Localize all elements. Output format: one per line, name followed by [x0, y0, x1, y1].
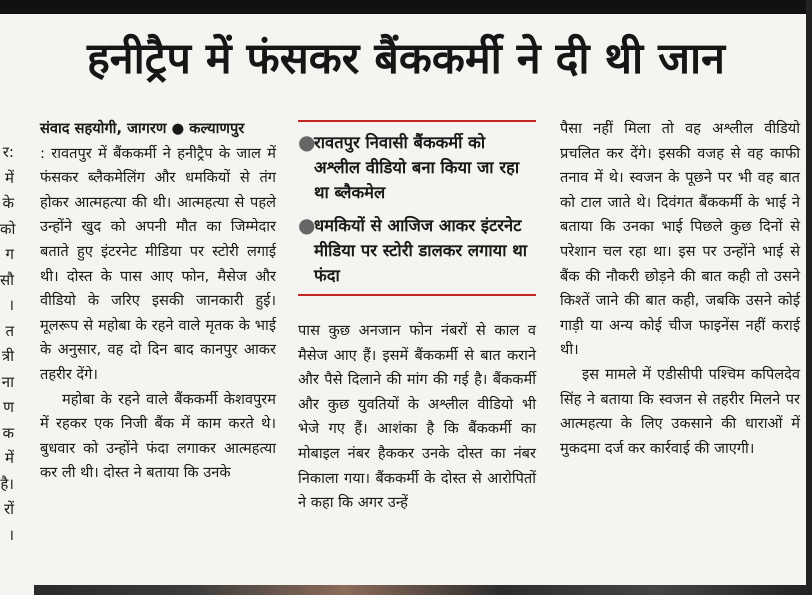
paragraph: पास कुछ अनजान फोन नंबरों से काल व मैसेज आए हैं। इसमें बैंककर्मी से बात कराने और पैसे दिलाने की मांग की गई है। बैंककर्मी और कुछ युवतियों के अश्लील वीडियो भी भेजे गए हैं। आशंका है कि बैंककर्मी का मोबाइल नंबर हैककर उनके दोस्त का नंबर निकाला गया। बैंककर्मी के दोस्त से आरोपितों ने कहा कि अगर उन्हें [298, 322, 536, 512]
headline: हनीट्रैप में फंसकर बैंककर्मी ने दी थी जान [86, 34, 726, 84]
highlight-text: धमकियों से आजिज आकर इंटरनेट मीडिया पर स्टोरी डालकर लगाया था फंदा [314, 216, 528, 285]
fragment-line: ना [1, 372, 14, 391]
article-column-1 [40, 117, 276, 486]
fragment-line: त्री [1, 347, 14, 365]
bullet-icon: ● [298, 130, 316, 154]
paragraph: इस मामले में एडीसीपी पश्चिम कपिलदेव सिंह ने बताया कि स्वजन से तहरीर मिलने पर आत्महत्या के लिए उकसाने की धाराओं में मुकदमा दर्ज कर कार्रवाई की जाएगी। [560, 365, 800, 457]
fragment-line: ण [3, 398, 14, 416]
fragment-line: रों [3, 500, 14, 518]
fragment-line: सौ [0, 270, 15, 289]
article-column-2 [298, 319, 536, 516]
fragment-line: ग [5, 245, 14, 263]
fragment-line: के [2, 194, 14, 212]
fragment-line: र: [2, 143, 14, 161]
paragraph: : रावतपुर में बैंककर्मी ने हनीट्रैप के जाल में फंसकर ब्लैकमेलिंग और धमकियों से तंग होकर आत्महत्या की थी। आत्महत्या से पहले उन्होंने खुद को अपनी मौत का जिम्मेदार बताते हुए इंटरनेट मीडिया पर स्टोरी लगाई थी। दोस्त के पास आए फोन, मैसेज और वीडियो के जरिए इसकी जानकारी हुई। मूलरूप से महोबा के रहने वाले मृतक के भाई के अनुसार, वह दो दिन बाद कानपुर आकर तहरीर देंगे। [40, 144, 276, 383]
byline: संवाद सहयोगी, जागरण ● कल्याणपुर [40, 120, 245, 137]
bullet-icon: ● [298, 213, 316, 237]
fragment-line: क [2, 423, 14, 442]
highlights-box [298, 120, 536, 296]
fragment-line: को [0, 219, 16, 238]
fragment-line: में [5, 168, 14, 187]
highlight-text: रावतपुर निवासी बैंककर्मी को अश्लील वीडियो बना किया जा रहा था ब्लैकमेल [314, 133, 520, 202]
fragment-line: । [8, 296, 14, 314]
article-column-3 [560, 117, 800, 461]
highlight-item [298, 130, 536, 205]
photo-strip [34, 585, 812, 595]
fragment-line: त [5, 321, 14, 340]
fragment-line: । [8, 525, 14, 544]
paragraph: पैसा नहीं मिला तो वह अश्लील वीडियो प्रचलित कर देंगे। इसकी वजह से वह काफी तनाव में थे। स्वजन के पूछने पर भी वह बात को टाल जाते थे। दिवंगत बैंककर्मी के भाई ने बताया कि उनका भाई पिछले कुछ दिनों से परेशान चल रहा था। इस पर उन्होंने भाई से बैंक की नौकरी छोड़ने की बात कही तो उसने किश्तें जाने की बात कही, जबकि उसने कोई गाड़ी या अन्य कोई चीज फाइनेंस नहीं कराई थी। [560, 120, 800, 359]
paragraph: महोबा के रहने वाले बैंककर्मी केशवपुरम में रहकर एक निजी बैंक में काम करते थे। बुधवार को उन्होंने फंदा लगाकर आत्महत्या कर ली थी। दोस्त ने बताया कि उनके [40, 390, 276, 482]
previous-article-fragments [0, 140, 18, 580]
right-edge-shadow [806, 0, 812, 595]
fragment-line: में [5, 449, 14, 467]
fragment-line: है। [0, 474, 14, 493]
highlight-item [298, 213, 536, 288]
top-border-bar [0, 0, 812, 14]
